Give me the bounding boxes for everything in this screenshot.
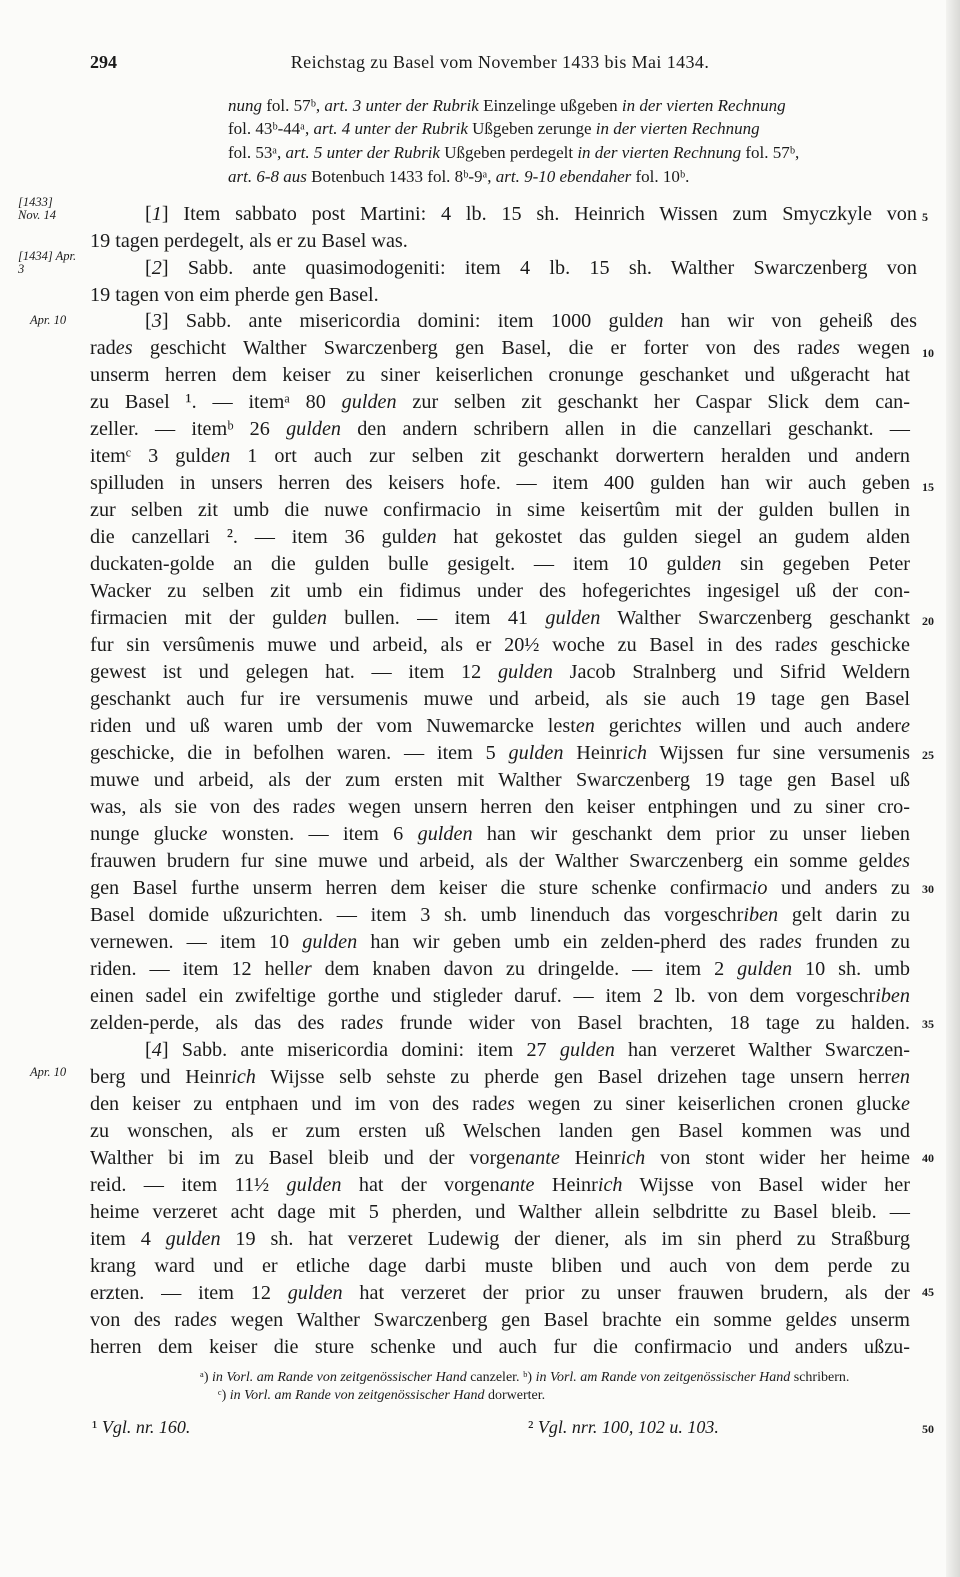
reference-note: ² Vgl. nrr. 100, 102 u. 103. <box>528 1417 719 1437</box>
text-line: den keiser zu entphaen und im von des rades wegen zu siner keiserlichen cronen glucke <box>90 1093 910 1115</box>
footnote: ᵃ) in Vorl. am Rande von zeitgenössischer Hand canzeler. ᵇ) in Vorl. am Rande von zeitgenössischer Hand schribern. <box>200 1370 850 1385</box>
line-number: 45 <box>922 1285 934 1299</box>
page-edge-shadow <box>946 0 960 1577</box>
text-line: gewest ist und gelegen hat. — item 12 gulden Jacob Stralnberg und Sifrid Weldern <box>90 661 910 683</box>
margin-date: [1434] Apr. 3 <box>18 249 77 276</box>
footnote: ᶜ) in Vorl. am Rande von zeitgenössischer Hand dorwerter. <box>218 1388 546 1403</box>
text-line: riden und uß waren umb der vom Nuwemarcke lesten gerichtes willen und auch andere <box>90 715 910 737</box>
source-line: art. 6-8 aus Botenbuch 1433 fol. 8ᵇ-9ᵃ, art. 9-10 ebendaher fol. 10ᵇ. <box>228 167 690 186</box>
line-number: 15 <box>922 480 934 494</box>
text-line: zu Basel ¹. — itemᵃ 80 gulden zur selben zit geschankt her Caspar Slick dem can- <box>90 391 910 413</box>
line-number: 35 <box>922 1017 934 1031</box>
page-number: 294 <box>90 52 117 72</box>
margin-date: [1433] Nov. 14 <box>18 195 56 222</box>
text-line: Basel domide ußzurichten. — item 3 sh. umb linenduch das vorgeschriben gelt darin zu <box>90 904 910 926</box>
text-line: itemᶜ 3 gulden 1 ort auch zur selben zit geschankt dorwertern heralden und andern <box>90 445 910 467</box>
text-line: herren dem keiser die sture schenke und auch fur die confirmacio und anders ußzu- <box>90 1336 910 1358</box>
text-line: nunge glucke wonsten. — item 6 gulden han wir geschankt dem prior zu unser lieben <box>90 823 911 845</box>
text-line: berg und Heinrich Wijsse selb sehste zu pherde gen Basel drizehen tage unsern herren <box>90 1066 910 1088</box>
text-line: reid. — item 11½ gulden hat der vorgenante Heinrich Wijsse von Basel wider her <box>90 1174 910 1196</box>
text-line: gen Basel furthe unserm herren dem keiser die sture schenke confirmacio und anders zu <box>90 877 910 899</box>
margin-date: Apr. 10 <box>30 1065 67 1079</box>
text-line: fur sin versûmenis muwe und arbeid, als er 20½ woche zu Basel in des rades geschicke <box>90 634 910 656</box>
text-line: zeller. — itemᵇ 26 gulden den andern schribern allen in die canzellari geschankt. — <box>90 418 910 440</box>
text-line: Walther bi im zu Basel bleib und der vorgenante Heinrich von stont wider her heime <box>90 1147 910 1169</box>
text-line: von des rades wegen Walther Swarczenberg gen Basel brachte ein somme geldes unserm <box>90 1309 910 1331</box>
text-line: firmacien mit der gulden bullen. — item 41 gulden Walther Swarczenberg geschankt <box>90 607 910 629</box>
text-line: geschankt auch fur ire versumenis muwe und arbeid, als sie auch 19 tage gen Basel <box>90 688 910 710</box>
line-number: 10 <box>922 346 934 360</box>
text-line: was, als sie von des rades wegen unsern herren den keiser entphingen und zu siner cro- <box>90 796 910 818</box>
line-number: 20 <box>922 614 934 628</box>
text-line: [4] Sabb. ante misericordia domini: item 27 gulden han verzeret Walther Swarczen- <box>145 1039 910 1061</box>
text-line: riden. — item 12 heller dem knaben davon zu dringelde. — item 2 gulden 10 sh. umb <box>90 958 911 980</box>
text-line: muwe und arbeid, als der zum ersten mit Walther Swarczenberg 19 tage gen Basel uß <box>90 769 910 791</box>
running-title: Reichstag zu Basel vom November 1433 bis Mai 1434. <box>290 52 710 72</box>
margin-date: Apr. 10 <box>30 313 67 327</box>
text-line: [1] Item sabbato post Martini: 4 lb. 15 sh. Heinrich Wissen zum Smyczkyle von <box>145 203 917 225</box>
source-line: nung fol. 57ᵇ, art. 3 unter der Rubrik Einzelinge ußgeben in der vierten Rechnung <box>228 96 786 115</box>
reference-note: ¹ Vgl. nr. 160. <box>92 1417 191 1437</box>
line-number: 5 <box>922 210 928 224</box>
text-line: item 4 gulden 19 sh. hat verzeret Ludewig der diener, als im sin pherd zu Straßburg <box>90 1228 910 1250</box>
text-line: rades geschicht Walther Swarczenberg gen Basel, die er forter von des rades wegen <box>90 337 911 359</box>
source-line: fol. 53ᵃ, art. 5 unter der Rubrik Ußgeben perdegelt in der vierten Rechnung fol. 57ᵇ, <box>228 143 800 162</box>
line-number: 50 <box>922 1422 934 1436</box>
text-line: spilluden in unsers herren des keisers hofe. — item 400 gulden han wir auch geben <box>90 472 910 494</box>
text-line: heime verzeret acht dage mit 5 pherden, und Walther allein selbdritte zu Basel bleib. — <box>90 1201 910 1223</box>
text-line: [3] Sabb. ante misericordia domini: item 1000 gulden han wir von geheiß des <box>145 310 918 332</box>
text-line: krang ward und er etliche dage darbi muste bliben und auch von dem perde zu <box>90 1255 910 1277</box>
text-line: vernewen. — item 10 gulden han wir geben umb ein zelden-pherd des rades frunden zu <box>90 931 910 953</box>
text-line: 19 tagen von eim pherde gen Basel. <box>90 284 379 306</box>
text-line: [2] Sabb. ante quasimodogeniti: item 4 lb. 15 sh. Walther Swarczenberg von <box>145 257 917 279</box>
text-line: einen sadel ein zwifeltige gorthe und stigleder daruf. — item 2 lb. von dem vorgeschriben <box>90 985 910 1007</box>
text-line: 19 tagen perdegelt, als er zu Basel was. <box>90 230 408 252</box>
text-line: duckaten-golde an die gulden bulle gesigelt. — item 10 gulden sin gegeben Peter <box>90 553 910 575</box>
line-number: 30 <box>922 882 934 896</box>
running-header <box>90 52 910 78</box>
text-line: geschicke, die in befolhen waren. — item 5 gulden Heinrich Wijssen fur sine versumenis <box>90 742 910 764</box>
line-number: 25 <box>922 748 934 762</box>
source-line: fol. 43ᵇ-44ᵃ, art. 4 unter der Rubrik Ußgeben zerunge in der vierten Rechnung <box>228 119 760 138</box>
text-line: die canzellari ². — item 36 gulden hat gekostet das gulden siegel an gudem alden <box>90 526 910 548</box>
text-line: erzten. — item 12 gulden hat verzeret der prior zu unser frauwen brudern, als der <box>90 1282 910 1304</box>
line-number: 40 <box>922 1151 934 1165</box>
text-line: Wacker zu selben zit umb ein fidimus under des hofegerichtes ingesigel uß der con- <box>90 580 910 602</box>
text-line: zelden-perde, als das des rades frunde wider von Basel brachten, 18 tage zu halden. <box>90 1012 910 1034</box>
text-line: zur selben zit umb die nuwe confirmacio in sime keisertûm mit der gulden bullen in <box>90 499 910 521</box>
text-line: unserm herren dem keiser zu siner keiserlichen cronunge geschanket und ußgeracht hat <box>90 364 910 386</box>
text-line: frauwen brudern fur sine muwe und arbeid, als der Walther Swarczenberg ein somme geldes <box>90 850 910 872</box>
text-line: zu wonschen, als er zum ersten uß Welschen landen gen Basel kommen was und <box>90 1120 910 1142</box>
